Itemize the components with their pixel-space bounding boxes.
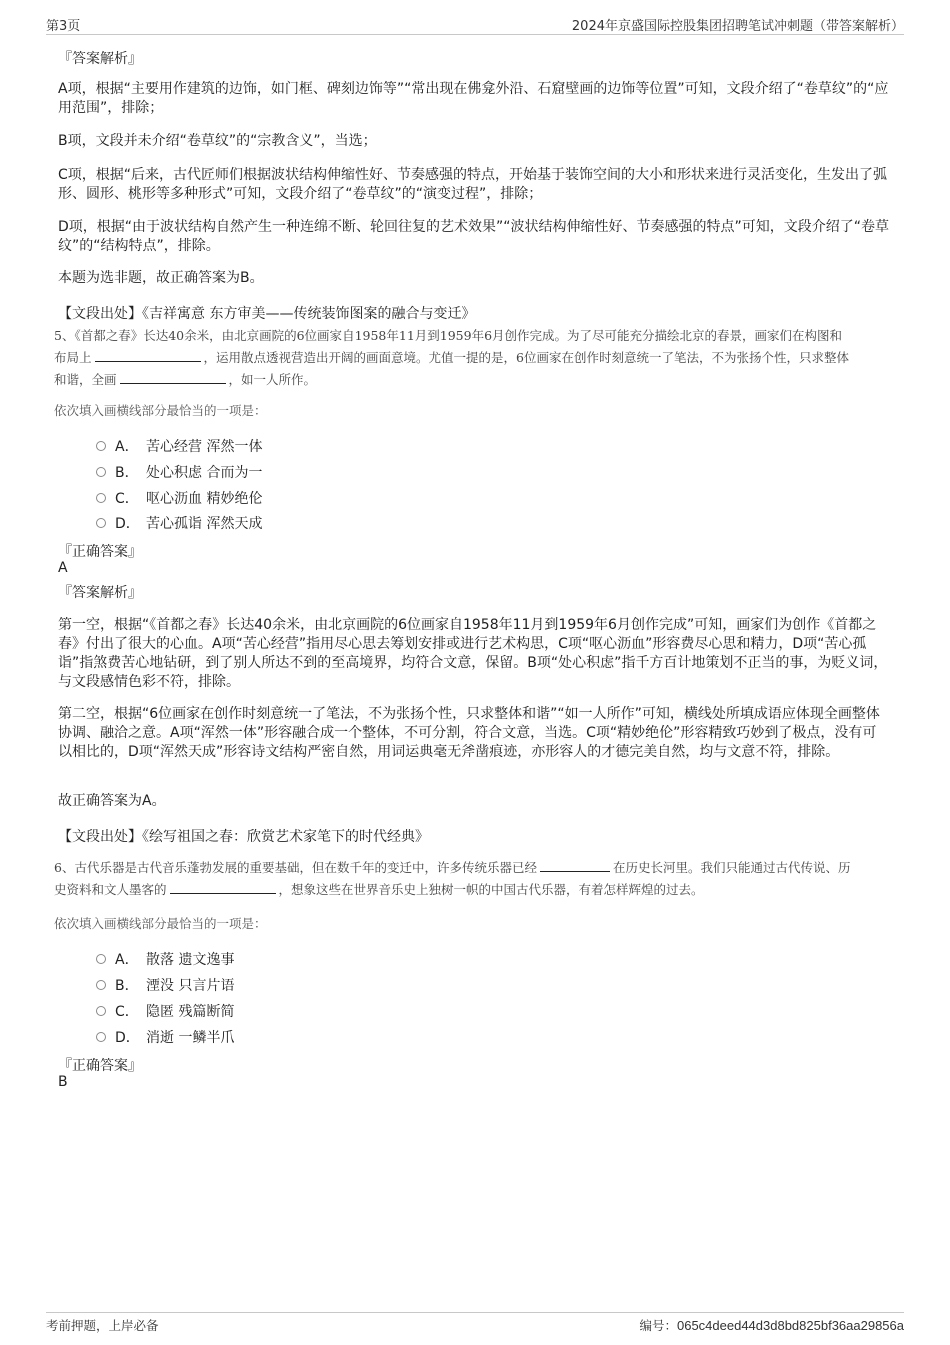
q6-correct-label: 『正确答案』 [58,1058,142,1074]
q5-source: 【文段出处】《绘写祖国之春：欣赏艺术家笔下的时代经典》 [58,829,429,845]
q5-prompt: 依次填入画横线部分最恰当的一项是： [54,403,267,418]
document-title: 2024年京盛国际控股集团招聘笔试冲刺题（带答案解析） [571,19,904,34]
q6-blank-1 [540,859,610,872]
radio-icon[interactable] [96,467,106,477]
document-code [639,1316,904,1334]
q4-analysis-c: C项，根据“后来，古代匠师们根据波状结构伸缩性好、节奏感强的特点，开始基于装饰空间的大小和形状来进行灵活变化，生发出了弧形、圆形、桃形等多种形式”可知，文段介绍了“卷草纹”的“演变过程”，排除； [58,167,888,202]
option-text: 苦心经营 浑然一体 [146,439,263,455]
q5-analysis-label: 『答案解析』 [58,585,142,601]
q5-correct-answer: A [58,560,68,576]
q5-analysis-1: 第一空，根据“《首都之春》长达40余米，由北京画院的6位画家自1958年11月到1959年6月创作完成”可知，画家们为创作《首都之春》付出了很大的心血。A项“苦心经营”指用尽心思去筹划安排或进行艺术构思，C项“呕心沥血”形容费尽心思和精力，D项“苦心孤诣”指煞费苦心地钻研，到了别人所达不到的至高境界，均符合文意，保留。B项“处心积虑”指千方百计地策划不正当的事，为贬义词，与文段感情色彩不符，排除。 [58,617,888,690]
code-label: 编号： [639,1318,677,1333]
q4-analysis-d: D项，根据“由于波状结构自然产生一种连绵不断、轮回往复的艺术效果”“波状结构伸缩性好、节奏感强的特点”可知，文段介绍了“卷草纹”的“结构特点”，排除。 [58,219,890,254]
q4-conclusion: 本题为选非题，故正确答案为B。 [58,270,264,286]
q4-analysis-a: A项，根据“主要用作建筑的边饰，如门框、碑刻边饰等”“常出现在佛龛外沿、石窟壁画的边饰等位置”可知，文段介绍了“卷草纹”的“应用范围”，排除； [58,81,889,116]
q6-question [54,857,894,901]
option-letter: C． [115,491,139,507]
option-letter: D． [115,1030,140,1046]
footer-slogan: 考前押题，上岸必备 [46,1318,159,1333]
q5-text-2a: 布局上 [54,350,92,365]
q6-text-line1 [54,857,894,879]
q5-analysis-2: 第二空，根据“6位画家在创作时刻意统一了笔法，不为张扬个性，只求整体和谐”“如一人所作”可知，横线处所填成语应体现全画整体协调、融洽之意。A项“浑然一体”形容融合成一个整体，不可分割，符合文意，当选。C项“精妙绝伦”形容精致巧妙到了极点，没有可以相比的，D项“浑然天成”形容诗文结构严密自然，用词运典毫无斧凿痕迹，亦形容人的才德完美自然，均与文意不符，排除。 [58,706,880,760]
q5-question [54,325,894,391]
q5-correct-label: 『正确答案』 [58,544,142,560]
q6-blank-2 [170,881,276,894]
option-letter: D． [115,516,140,532]
q6-text-2a: 史资料和文人墨客的 [54,882,167,897]
option-text: 苦心孤诣 浑然天成 [146,516,263,532]
option-text: 处心积虑 合而为一 [146,465,263,481]
q5-blank-2 [120,371,226,384]
q5-text-line1: 5、《首都之春》长达40余米，由北京画院的6位画家自1958年11月到1959年6月创作完成。为了尽可能充分描绘北京的春景，画家们在构图和 [54,328,843,343]
q6-text-2b: ，想象这些在世界音乐史上独树一帜的中国古代乐器，有着怎样辉煌的过去。 [278,882,704,897]
radio-icon[interactable] [96,493,106,503]
q5-text-line3 [54,369,894,391]
option-letter: C． [115,1004,139,1020]
q5-text-line2 [54,347,894,369]
page-footer [46,1312,904,1343]
option-letter: A． [115,952,139,968]
q5-text-2b: ，运用散点透视营造出开阔的画面意境。尤值一提的是，6位画家在创作时刻意统一了笔法，不为张扬个性，只求整体 [203,350,849,365]
radio-icon[interactable] [96,980,106,990]
q4-analysis-b: B项，文段并未介绍“卷草纹”的“宗教含义”，当选； [58,133,377,149]
q5-text-3b: ，如一人所作。 [228,372,317,387]
q4-analysis-label: 『答案解析』 [58,51,142,67]
option-text: 消逝 一鳞半爪 [146,1030,235,1046]
q5-blank-1 [95,349,201,362]
option-letter: B． [115,978,139,994]
option-text: 呕心沥血 精妙绝伦 [146,491,263,507]
option-text: 散落 遗文逸事 [146,952,235,968]
radio-icon[interactable] [96,518,106,528]
option-letter: A． [115,439,139,455]
q6-correct-answer: B [58,1074,68,1090]
radio-icon[interactable] [96,954,106,964]
q6-text-line2 [54,879,894,901]
page-number: 第3页 [46,19,81,34]
page-header [46,12,904,35]
q5-text-3a: 和谐，全画 [54,372,117,387]
code-value: 065c4deed44d3d8bd825bf36aa29856a [676,1318,904,1333]
radio-icon[interactable] [96,441,106,451]
option-letter: B． [115,465,139,481]
radio-icon[interactable] [96,1032,106,1042]
q6-text-1b: 在历史长河里。我们只能通过古代传说、历 [612,860,851,875]
option-text: 湮没 只言片语 [146,978,235,994]
radio-icon[interactable] [96,1006,106,1016]
q4-source: 【文段出处】《吉祥寓意 东方审美——传统装饰图案的融合与变迁》 [58,306,476,322]
q6-prompt: 依次填入画横线部分最恰当的一项是： [54,916,267,931]
option-text: 隐匿 残篇断简 [146,1004,235,1020]
q5-conclusion: 故正确答案为A。 [58,793,166,809]
q6-text-1a: 6、古代乐器是古代音乐蓬勃发展的重要基础，但在数千年的变迁中，许多传统乐器已经 [54,860,537,875]
